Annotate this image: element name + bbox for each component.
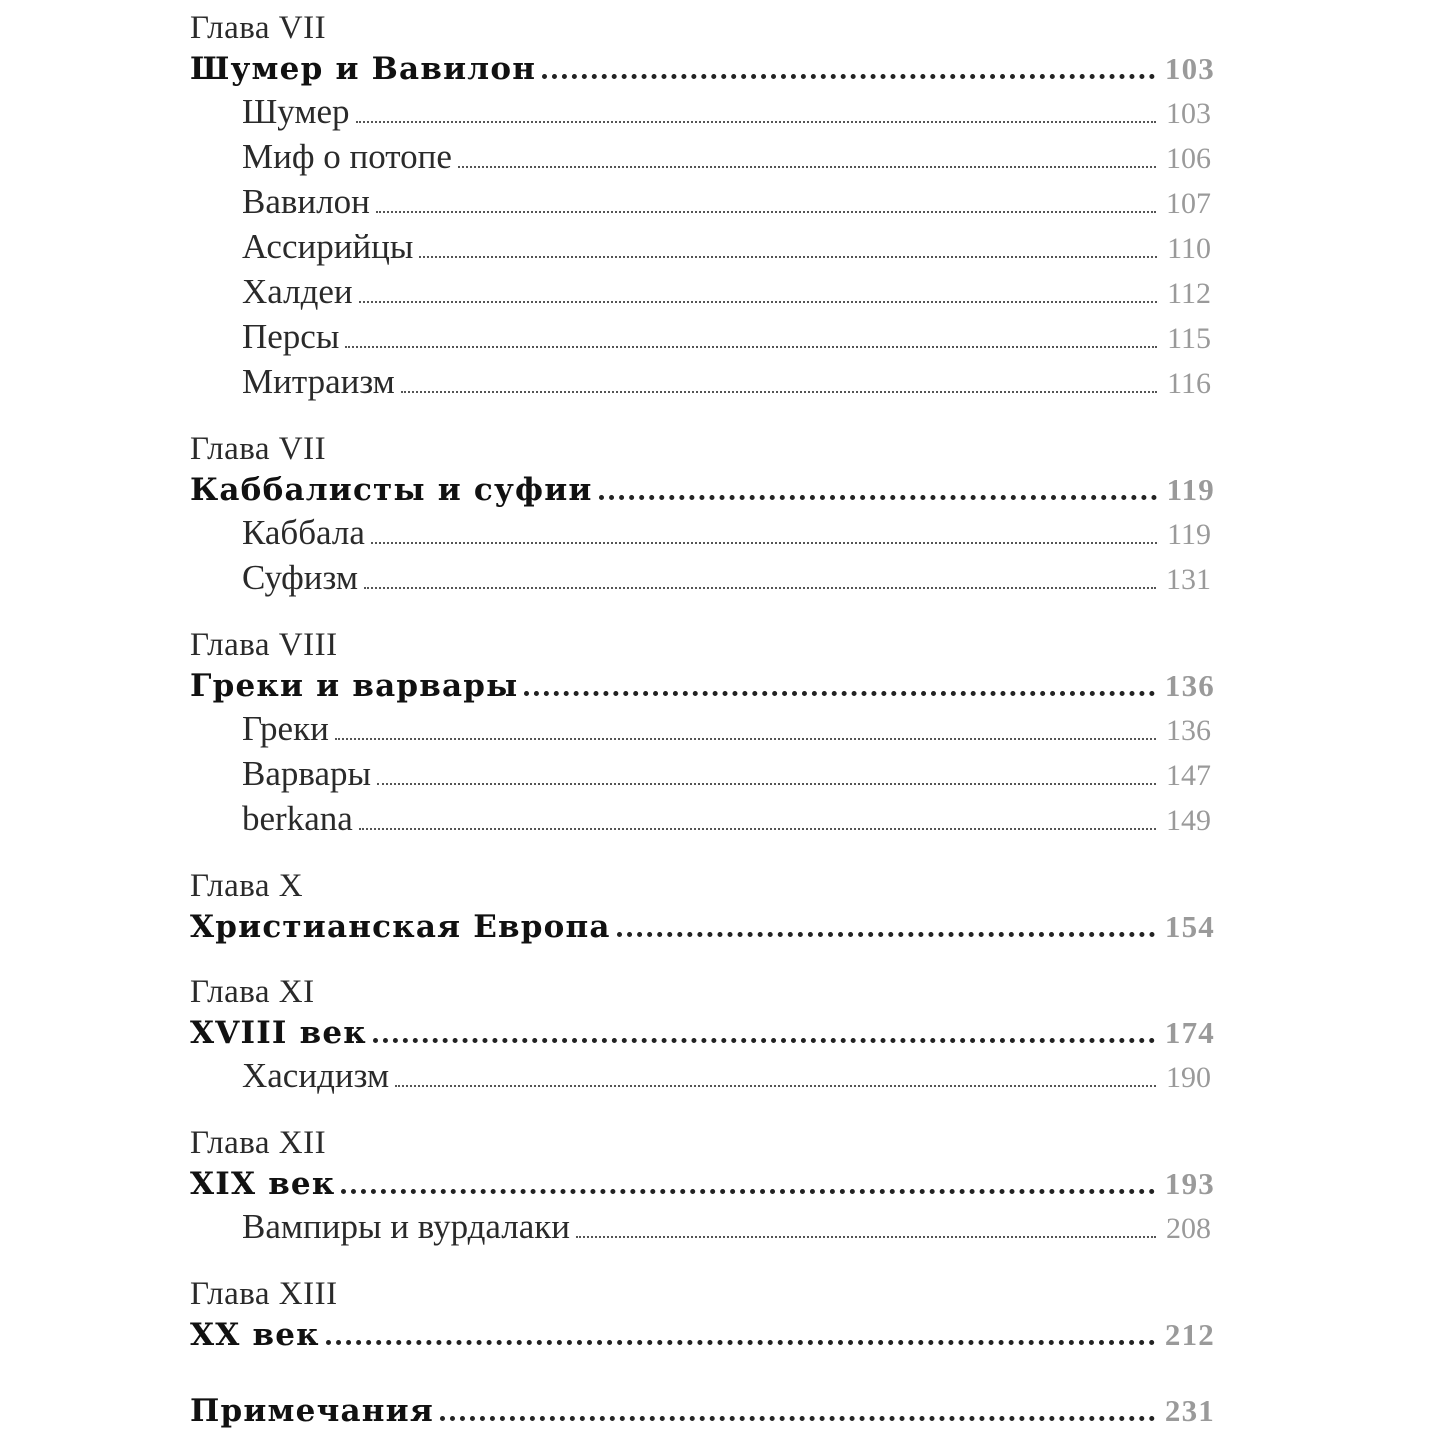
page-number: 212 xyxy=(1164,1317,1215,1352)
section-title: Митраизм xyxy=(242,362,395,401)
section-title: Вампиры и вурдалаки xyxy=(242,1207,570,1246)
section-title: Суфизм xyxy=(242,558,358,597)
section-title: Варвары xyxy=(242,754,371,793)
chapter-entry[interactable] xyxy=(190,469,1215,511)
section-entry[interactable] xyxy=(190,360,1215,405)
chapter-block xyxy=(190,429,1215,601)
dot-leader xyxy=(542,74,1155,79)
dot-leader xyxy=(524,691,1154,696)
spacer xyxy=(190,842,1215,866)
section-entry[interactable] xyxy=(190,315,1215,360)
dot-leader xyxy=(617,932,1155,937)
page-number: 107 xyxy=(1166,187,1211,220)
spacer xyxy=(190,1356,1215,1390)
chapter-title: Шумер и Вавилон xyxy=(190,51,537,87)
page-number: 116 xyxy=(1167,367,1211,400)
page-number: 174 xyxy=(1164,1015,1215,1050)
chapter-label: Глава VIII xyxy=(190,627,338,663)
chapter-title: Каббалисты и суфии xyxy=(190,472,593,508)
dot-leader xyxy=(335,738,1156,740)
page-number: 115 xyxy=(1167,322,1211,355)
page-number: 190 xyxy=(1166,1061,1211,1094)
page-number: 112 xyxy=(1167,277,1211,310)
dot-leader xyxy=(401,391,1157,393)
page-number: 103 xyxy=(1166,97,1211,130)
page-number: 106 xyxy=(1166,142,1211,175)
section-title: Персы xyxy=(242,317,340,356)
page-number: 208 xyxy=(1166,1212,1211,1245)
dot-leader xyxy=(373,1038,1155,1043)
chapter-label: Глава X xyxy=(190,868,304,904)
dot-leader xyxy=(376,211,1156,213)
dot-leader xyxy=(364,587,1156,589)
dot-leader xyxy=(341,1189,1154,1194)
section-title: Шумер xyxy=(242,92,350,131)
section-title: Греки xyxy=(242,709,329,748)
dot-leader xyxy=(377,783,1156,785)
page-number: 231 xyxy=(1164,1393,1215,1428)
chapter-entry[interactable] xyxy=(190,48,1215,90)
table-of-contents xyxy=(190,8,1215,1432)
section-entry[interactable] xyxy=(190,270,1215,315)
section-entry[interactable] xyxy=(190,797,1215,842)
dot-leader xyxy=(395,1085,1156,1087)
chapter-entry[interactable] xyxy=(190,1163,1215,1205)
spacer xyxy=(190,405,1215,429)
dot-leader xyxy=(359,301,1157,303)
chapter-entry[interactable] xyxy=(190,906,1215,948)
dot-leader xyxy=(359,828,1156,830)
section-entry[interactable] xyxy=(190,90,1215,135)
page-number: 147 xyxy=(1166,759,1211,792)
chapter-entry[interactable] xyxy=(190,1314,1215,1356)
section-title: berkana xyxy=(242,799,353,838)
section-entry[interactable] xyxy=(190,135,1215,180)
page-number: 131 xyxy=(1166,563,1211,596)
spacer xyxy=(190,601,1215,625)
spacer xyxy=(190,948,1215,972)
section-title: Каббала xyxy=(242,513,365,552)
page-number: 193 xyxy=(1164,1166,1215,1201)
page-number: 154 xyxy=(1164,909,1215,944)
section-entry[interactable] xyxy=(190,556,1215,601)
chapter-label: Глава XIII xyxy=(190,1276,338,1312)
section-title: Ассирийцы xyxy=(242,227,414,266)
page-number: 136 xyxy=(1166,714,1211,747)
chapter-title: Греки и варвары xyxy=(190,668,519,704)
page-number: 149 xyxy=(1166,804,1211,837)
chapter-title: Христианская Европа xyxy=(190,909,611,945)
section-entry[interactable] xyxy=(190,1054,1215,1099)
dot-leader xyxy=(356,121,1156,123)
dot-leader xyxy=(576,1236,1156,1238)
chapter-block xyxy=(190,866,1215,948)
section-entry[interactable] xyxy=(190,1205,1215,1250)
spacer xyxy=(190,1099,1215,1123)
chapter-title: XVIII век xyxy=(190,1015,367,1051)
chapter-label: Глава XII xyxy=(190,1125,327,1161)
page-number: 103 xyxy=(1164,51,1215,86)
chapter-block xyxy=(190,8,1215,405)
dot-leader xyxy=(326,1340,1155,1345)
dot-leader xyxy=(458,166,1156,168)
section-entry[interactable] xyxy=(190,511,1215,556)
dot-leader xyxy=(371,542,1157,544)
section-entry[interactable] xyxy=(190,707,1215,752)
page-number: 119 xyxy=(1167,518,1211,551)
section-entry[interactable] xyxy=(190,180,1215,225)
section-title: Вавилон xyxy=(242,182,370,221)
section-entry[interactable] xyxy=(190,752,1215,797)
chapter-block xyxy=(190,1274,1215,1356)
dot-leader xyxy=(419,256,1157,258)
chapter-label: Глава VII xyxy=(190,431,327,467)
chapter-label: Глава XI xyxy=(190,974,315,1010)
section-entry[interactable] xyxy=(190,225,1215,270)
page-number: 136 xyxy=(1164,668,1215,703)
dot-leader xyxy=(440,1416,1155,1421)
notes-title: Примечания xyxy=(190,1393,434,1429)
section-title: Миф о потопе xyxy=(242,137,452,176)
page-number: 110 xyxy=(1167,232,1211,265)
spacer xyxy=(190,1250,1215,1274)
section-title: Халдеи xyxy=(242,272,353,311)
chapter-block xyxy=(190,1123,1215,1250)
chapter-entry[interactable] xyxy=(190,1012,1215,1054)
chapter-label: Глава VII xyxy=(190,10,327,46)
notes-entry[interactable] xyxy=(190,1390,1215,1432)
chapter-block xyxy=(190,625,1215,842)
page-number: 119 xyxy=(1166,472,1215,507)
chapter-block xyxy=(190,972,1215,1099)
chapter-entry[interactable] xyxy=(190,665,1215,707)
chapter-title: XIX век xyxy=(190,1166,336,1202)
chapter-title: XX век xyxy=(190,1317,320,1353)
dot-leader xyxy=(599,495,1157,500)
dot-leader xyxy=(345,346,1157,348)
section-title: Хасидизм xyxy=(242,1056,390,1095)
